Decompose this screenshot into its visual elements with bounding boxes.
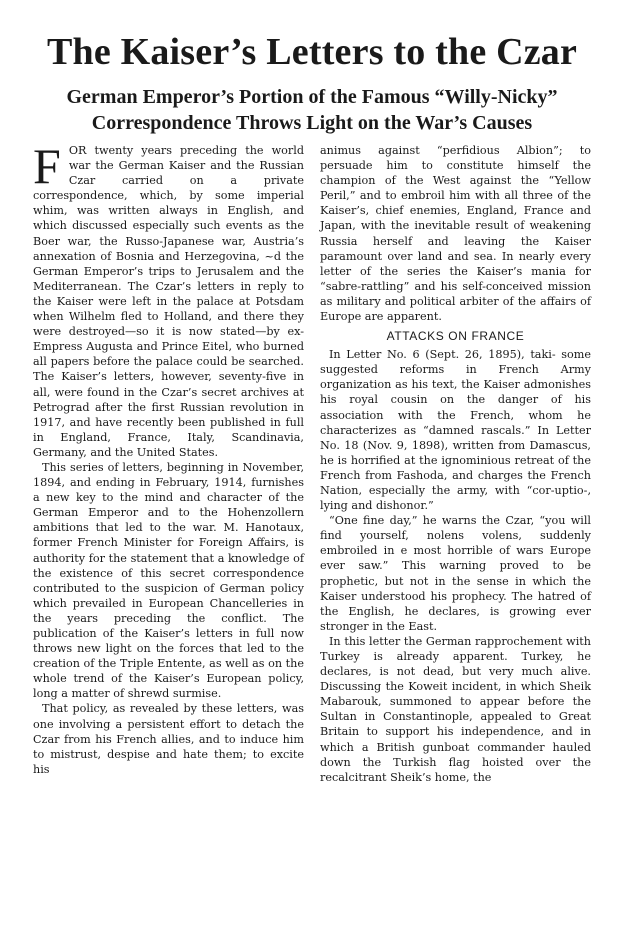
body-paragraph: In Letter No. 6 (Sept. 26, 1895), taki- some suggested reforms in French Army organization as his text, the Kaiser admonishes his royal cousin on the danger of his association with the French, whom he characterizes as “damned rascals.” In Letter No. 18 (Nov. 9, 1898), written from Damascus, he is horrified at the ignominious retreat of the French from Fashoda, and charges the French Nation, especially the army, with “cor-uptio-, lying and dishonor.” — [320, 348, 591, 513]
body-paragraph: This series of letters, beginning in November, 1894, and ending in February, 1914, furnishes a new key to the mind and character of the German Emperor and to the Hohenzollern ambitions that led to the war. M. Hanotaux, former French Minister for Foreign Affairs, is authority for the statement that a knowledge of the existence of this secret correspondence contributed to the suspicion of German policy which prevailed in European Chancelleries in the years preceding the conflict. The publication of the Kaiser’s letters in full now throws new light on the forces that led to the creation of the Triple Entente, as well as on the whole trend of the Kaiser’s European policy, long a matter of shrewd surmise. — [33, 460, 304, 701]
article-subtitle: German Emperor’s Portion of the Famous “Willy-Nicky” Correspondence Throws Light on the War’s Causes — [66, 86, 558, 134]
paragraph-text: OR twenty years preceding the world war the German Kaiser and the Russian Czar carried on a private correspondence, which, by some imperial whim, was written always in English, and which discussed especially such events as the Boer war, the Russo-Japanese war, Austria’s annexation of Bosnia and Herzegovina, ~d the German Emperor’s trips to Jerusalem and the Mediterranean. The Czar’s letters in reply to the Kaiser were left in the palace at Potsdam when Wilhelm fled to Holland, and there they were destroyed—so it is now stated—by ex-Empress Augusta and Prince Eitel, who burned all papers before the palace could be searched. The Kaiser’s letters, however, seventy-five in all, were found in the Czar’s secret archives at Petrograd after the first Russian revolution in 1917, and have recently been published in full in England, France, Italy, Scandinavia, Germany, and the United States. — [33, 144, 304, 459]
section-heading: ATTACKS ON FRANCE — [386, 329, 525, 344]
body-paragraph — [33, 138, 304, 460]
body-paragraph: animus against “perfidious Albion”; to persuade him to constitute himself the champion of the West against the “Yellow Peril,” and to embroil him with all three of the Kaiser’s, chief enemies, England, France and Japan, with the inevitable result of weakening Russia herself and leaving the Kaiser paramount over land and sea. In nearly every letter of the series the Kaiser’s mania for “sabre-rattling” and his self-conceived mission as military and political arbiter of the affairs of Europe are apparent. — [320, 144, 591, 324]
body-paragraph: “One fine day,” he warns the Czar, “you will find yourself, nolens volens, suddenly embroiled in e most horrible of wars Europe ever saw.” This warning proved to be prophetic, but not in the sense in which the Kaiser understood his prophecy. The hatred of the English, he declares, is growing ever stronger in the East. — [320, 514, 591, 633]
right-column — [320, 143, 591, 785]
body-paragraph: In this letter the German rapprochement with Turkey is already apparent. Turkey, he declares, is not dead, but very much alive. Discussing the Koweit incident, in which Sheik Mabarouk, summoned to appear before the Sultan in Constantinople, appealed to Great Britain to support his independence, and in which a British gunboat commander hauled down the Turkish flag hoisted over the recalcitrant Sheik’s home, the — [320, 634, 591, 784]
article-title: The Kaiser’s Letters to the Czar — [46, 31, 578, 73]
left-column — [33, 138, 304, 777]
body-paragraph: That policy, as revealed by these letters, was one involving a persistent effort to detach the Czar from his French allies, and to induce him to mistrust, despise and hate them; to excite his — [33, 702, 304, 776]
drop-cap: F — [33, 138, 61, 194]
